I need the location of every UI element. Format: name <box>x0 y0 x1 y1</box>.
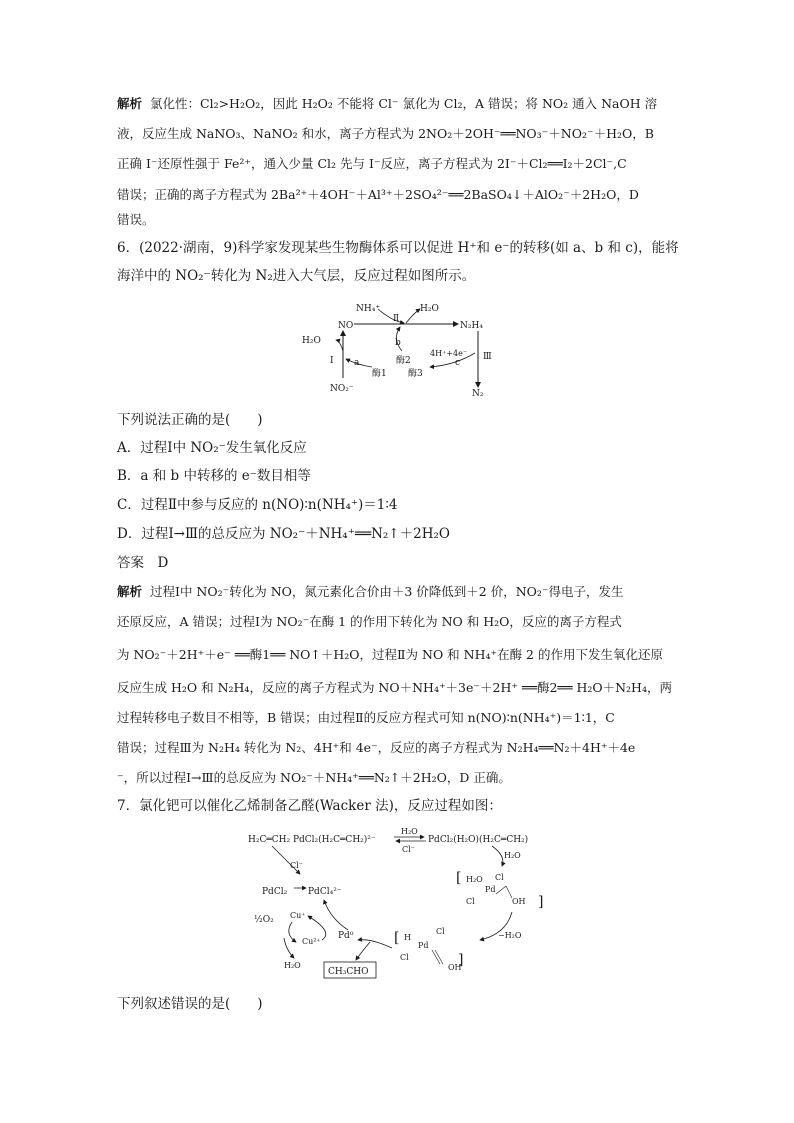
h4e-label: 4H⁺+4e⁻ <box>430 349 468 358</box>
analysis1-line-1 <box>117 96 657 112</box>
h2o-right-label: H₂O <box>504 851 521 860</box>
nitrogen-cycle-diagram <box>300 293 500 398</box>
q6-stem: 下列说法正确的是( ) <box>117 412 263 428</box>
c1-cl2: Cl <box>466 897 475 906</box>
ethylene-complex-label: H₂C═CH₂ PdCl₂(H₂C═CH₂)²⁻ <box>248 835 376 845</box>
roman-1: Ⅰ <box>330 356 334 366</box>
analysis1-line-2: 液，反应生成 NaNO₃、NaNO₂ 和水，离子方程式为 2NO₂＋2OH⁻══NO₃⁻＋NO₂⁻＋H₂O，B <box>117 126 654 141</box>
roman-2: Ⅱ <box>393 314 400 324</box>
cu-plus-label: Cu⁺ <box>290 911 306 920</box>
bracket-right: ] <box>538 894 544 910</box>
q6-line-1: 6．(2022·湖南，9)科学家发现某些生物酶体系可以促进 H⁺和 e⁻的转移(如 a、b 和 c)，能将 <box>117 240 679 256</box>
c2-cl2: Cl <box>400 953 409 962</box>
half-o2-label: ½O₂ <box>254 915 274 925</box>
pdcl4-label: PdCl₄²⁻ <box>308 887 342 897</box>
analysis-tag: 解析 <box>117 96 143 111</box>
c2-h: H <box>404 933 411 942</box>
q6-answer: 答案 D <box>117 555 169 571</box>
q6-option-b: B．a 和 b 中转移的 e⁻数目相等 <box>117 468 311 484</box>
c-label: c <box>455 358 461 368</box>
q7-line-1: 7．氯化钯可以催化乙烯制备乙醛(Wacker 法)，反应过程如图： <box>117 798 502 814</box>
q7-diagram <box>244 822 564 984</box>
analysis2-line-1 <box>117 584 624 600</box>
ch3cho-label: CH₃CHO <box>328 967 369 977</box>
nh4-label: NH₄⁺ <box>356 304 381 314</box>
q6-diagram <box>300 293 500 398</box>
bracket-left: [ <box>456 870 462 886</box>
h2o-left-label: H₂O <box>302 336 321 346</box>
c2-pd: Pd <box>418 941 429 950</box>
analysis2-line-4: 反应生成 H₂O 和 N₂H₄，反应的离子方程式为 NO＋NH₄⁺＋3e⁻＋2H⁺ ══酶2══ H₂O＋N₂H₄，两 <box>117 680 672 695</box>
analysis2-line-7: ⁻，所以过程Ⅰ→Ⅲ的总反应为 NO₂⁻＋NH₄⁺══N₂↑＋2H₂O，D 正确。 <box>117 770 511 785</box>
cl-minus-label: Cl⁻ <box>290 861 303 870</box>
q6-option-c: C．过程Ⅱ中参与反应的 n(NO)∶n(NH₄⁺)＝1∶4 <box>117 497 398 513</box>
analysis-text: 氯化性：Cl₂>H₂O₂，因此 H₂O₂ 不能将 Cl⁻ 氯化为 Cl₂，A 错误；将 NO₂ 通入 NaOH 溶 <box>150 96 658 111</box>
b-label: b <box>395 338 401 348</box>
c1-cl: Cl <box>495 873 504 882</box>
enzyme-3: 酶3 <box>408 369 423 379</box>
c1-pd: Pd <box>485 885 496 894</box>
pd0-label: Pd⁰ <box>338 931 354 941</box>
h2o-top-label: H₂O <box>420 304 439 314</box>
analysis1-line-3: 正确 I⁻还原性强于 Fe²⁺，通入少量 Cl₂ 先与 I⁻反应，离子方程式为 2I⁻＋Cl₂══I₂＋2Cl⁻,C <box>117 156 627 171</box>
c1-oh: OH <box>512 897 526 906</box>
q7-stem: 下列叙述错误的是( ) <box>117 996 263 1012</box>
enzyme-2: 酶2 <box>396 356 411 366</box>
c1-h2o: H₂O <box>466 875 483 884</box>
aqua-complex-label: PdCl₂(H₂O)(H₂C═CH₂) <box>428 835 529 845</box>
q6-option-a: A．过程Ⅰ中 NO₂⁻发生氧化反应 <box>117 440 307 456</box>
enzyme-1: 酶1 <box>372 369 387 379</box>
top-h2o-label: H₂O <box>401 827 418 836</box>
a-label: a <box>354 358 360 368</box>
c2-cl: Cl <box>436 927 445 936</box>
bracket-left-2: [ <box>394 930 400 946</box>
minus-h2o-label: −H₂O <box>498 931 522 940</box>
n2h4-label: N₂H₄ <box>460 321 483 331</box>
analysis1-line-4: 错误；正确的离子方程式为 2Ba²⁺＋4OH⁻＋Al³⁺＋2SO₄²⁻══2BaSO₄↓＋AlO₂⁻＋2H₂O，D <box>117 187 639 202</box>
pdcl2-label: PdCl₂ <box>262 887 288 897</box>
h2o-bottom-label: H₂O <box>284 961 301 970</box>
no2-label: NO₂⁻ <box>330 384 354 394</box>
analysis2-line-2: 还原反应，A 错误；过程Ⅰ为 NO₂⁻在酶 1 的作用下转化为 NO 和 H₂O，反应的离子方程式 <box>117 614 622 629</box>
c2-oh: OH <box>448 963 462 972</box>
analysis-text: 过程Ⅰ中 NO₂⁻转化为 NO，氮元素化合价由＋3 价降低到＋2 价，NO₂⁻得电子，发生 <box>150 584 624 599</box>
roman-3: Ⅲ <box>483 352 492 362</box>
bracket-right-2: ] <box>458 952 464 968</box>
analysis1-line-5: 错误。 <box>117 212 155 227</box>
analysis2-line-5: 过程转移电子数目不相等，B 错误；由过程Ⅱ的反应方程式可知 n(NO)∶n(NH₄⁺)＝1∶1，C <box>117 710 615 725</box>
q6-line-2: 海洋中的 NO₂⁻转化为 N₂进入大气层，反应过程如图所示。 <box>117 268 476 284</box>
analysis2-line-6: 错误；过程Ⅲ为 N₂H₄ 转化为 N₂、4H⁺和 4e⁻，反应的离子方程式为 N₂H₄══N₂＋4H⁺＋4e <box>117 740 636 755</box>
q6-option-d: D．过程Ⅰ→Ⅲ的总反应为 NO₂⁻＋NH₄⁺══N₂↑＋2H₂O <box>117 526 450 542</box>
cu2-plus-label: Cu²⁺ <box>302 937 321 946</box>
top-cl-label: Cl⁻ <box>402 845 415 854</box>
n2-label: N₂ <box>472 389 484 398</box>
analysis2-line-3: 为 NO₂⁻＋2H⁺＋e⁻ ══酶1══ NO↑＋H₂O，过程Ⅱ为 NO 和 NH₄⁺在酶 2 的作用下发生氧化还原 <box>117 647 663 662</box>
analysis-tag: 解析 <box>117 584 143 599</box>
wacker-process-diagram <box>244 822 564 984</box>
no-label: NO <box>338 321 354 331</box>
